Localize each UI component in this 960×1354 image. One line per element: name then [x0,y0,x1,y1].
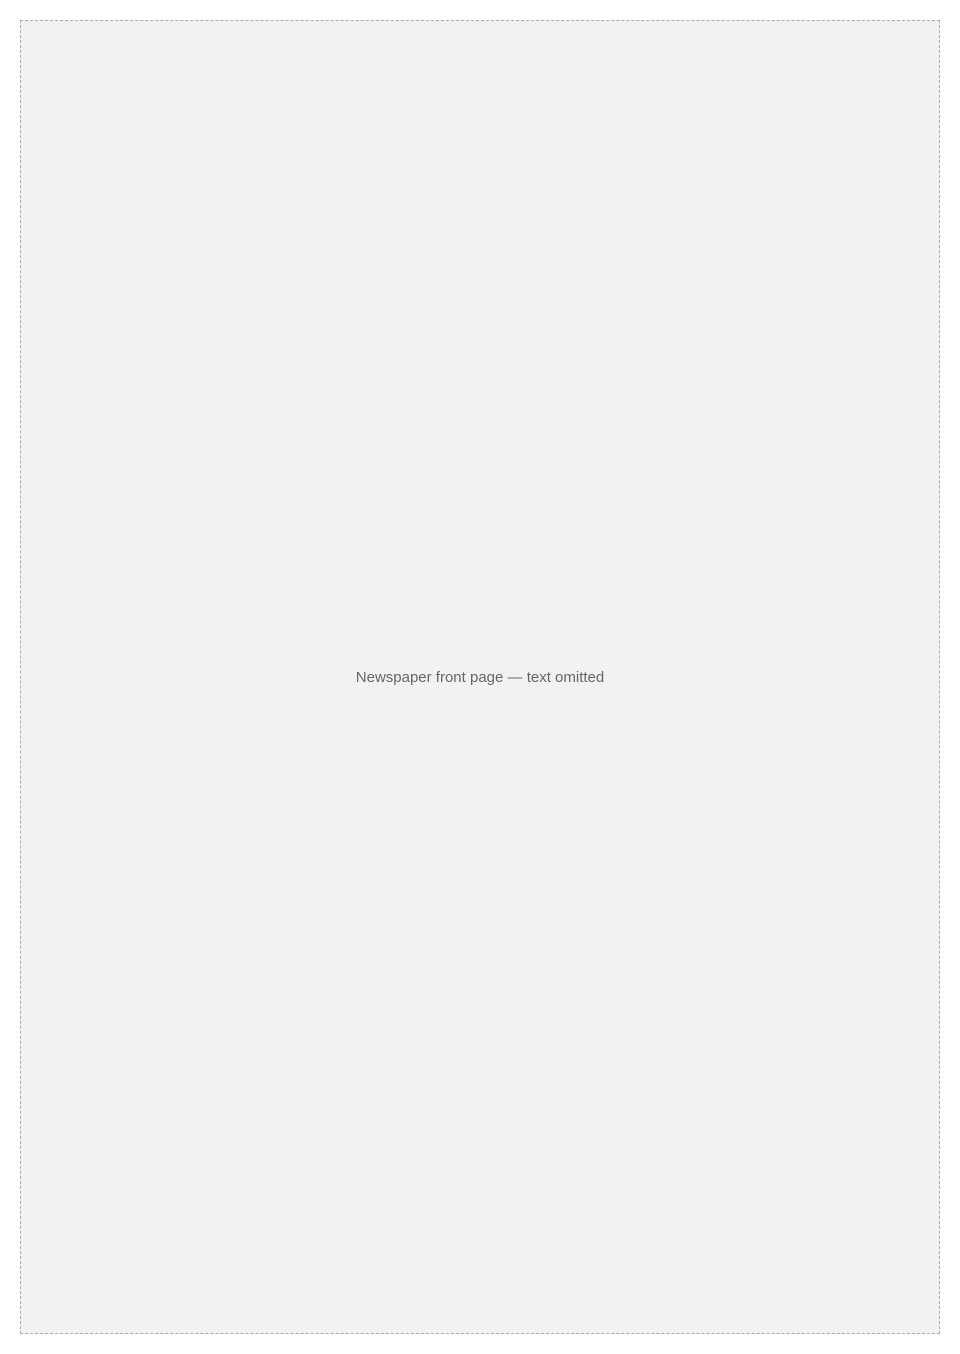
front-page-placeholder [20,20,940,1334]
placeholder-text: Newspaper front page — text omitted [355,668,605,686]
